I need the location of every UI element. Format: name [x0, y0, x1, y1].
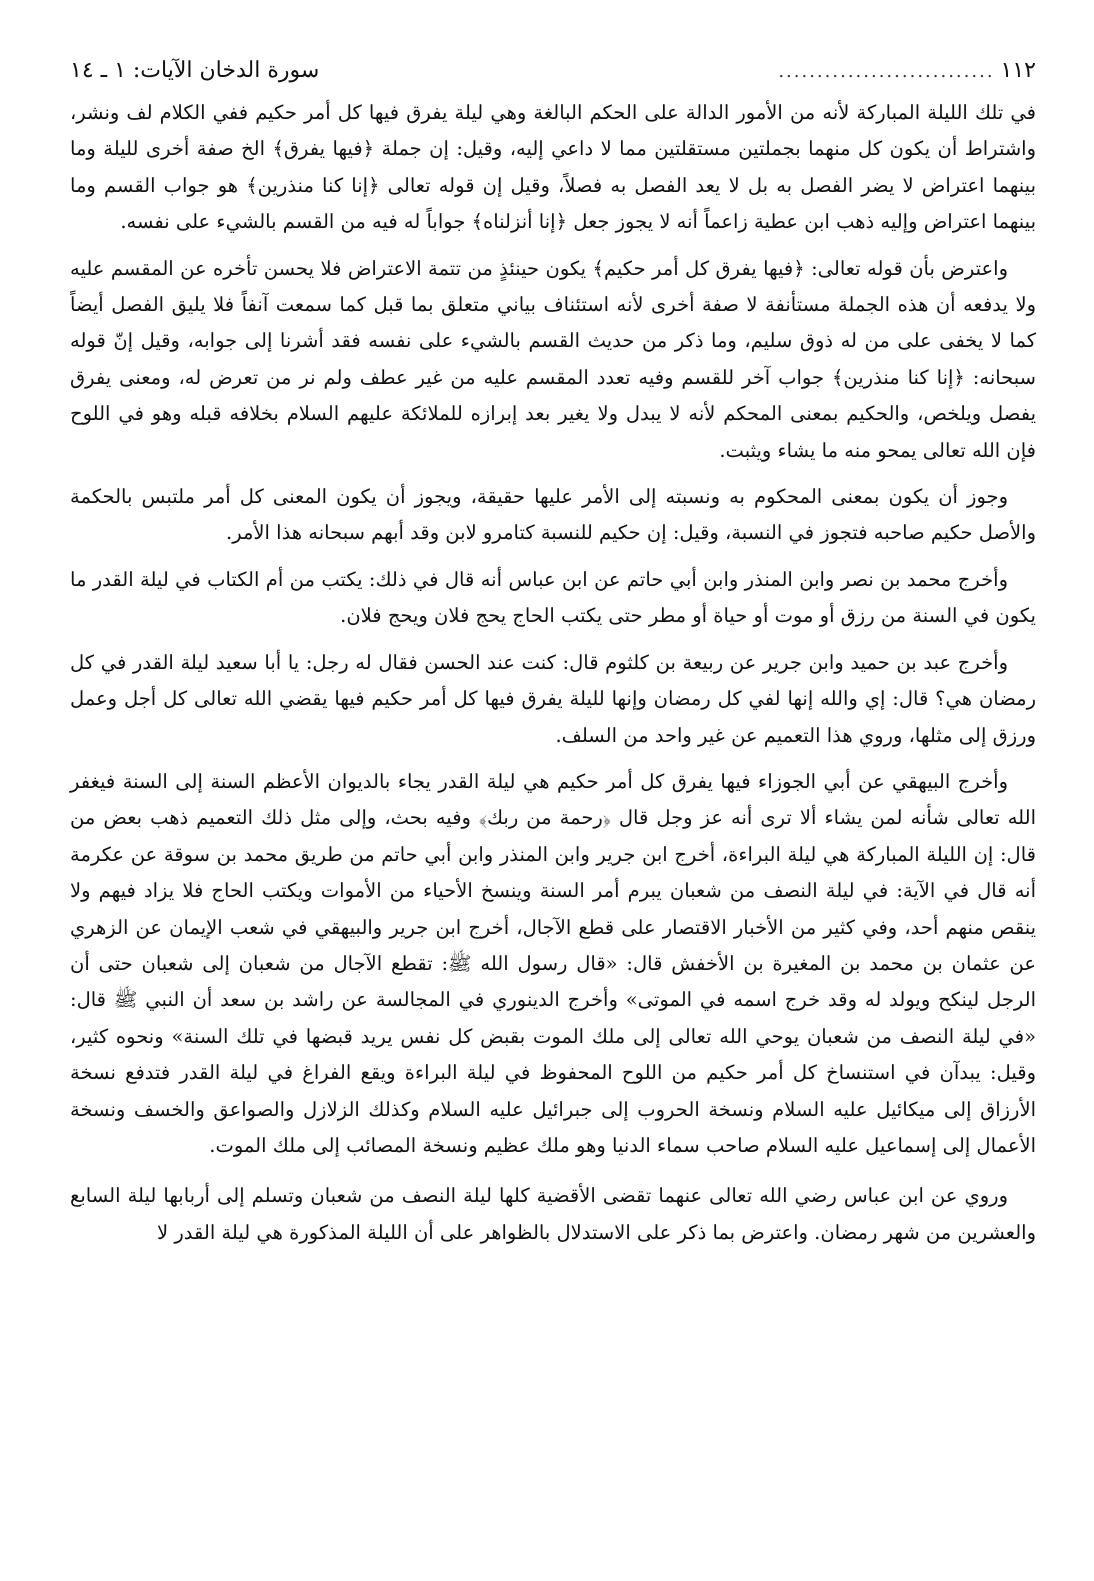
header-leader-dots: ............................: [778, 61, 995, 82]
paragraph-6: وأخرج البيهقي عن أبي الجوزاء فيها يفرق كل أمر حكيم هي ليلة القدر يجاء بالديوان الأعظم السنة إلى السنة فيغفر الله تعالى شأنه لمن يشاء ألا ترى أنه عز وجل قال ﴿رحمة من ربك﴾ وفيه بحث، وإلى مثل ذلك التعميم ذهب بعض من قال: إن الليلة المباركة هي ليلة البراءة، أخرج ابن جرير وابن المنذر وابن أبي حاتم من طريق محمد بن سوقة عن عكرمة أنه قال في الآية: في ليلة النصف من شعبان يبرم أمر السنة وينسخ الأحياء من الأموات ويكتب الحاج فلا يزاد فيهم ولا ينقص منهم أحد، وفي كثير من الأخبار الاقتصار على قطع الآجال، أخرج ابن جرير والبيهقي في شعب الإيمان عن الزهري عن عثمان بن محمد بن المغيرة بن الأخفش قال: «قال رسول الله ﷺ: تقطع الآجال من شعبان إلى شعبان حتى أن الرجل لينكح ويولد له وقد خرج اسمه في الموتى» وأخرج الدينوري في المجالسة عن راشد بن سعد أن النبي ﷺ قال: «في ليلة النصف من شعبان يوحي الله تعالى إلى ملك الموت بقبض كل نفس يريد قبضها في تلك السنة» ونحوه كثير، وقيل: يبدآن في استنساخ كل أمر حكيم من اللوح المحفوظ في ليلة البراءة ويقع الفراغ في ليلة القدر فتدفع نسخة الأرزاق إلى ميكائيل عليه السلام ونسخة الحروب إلى جبرائيل عليه السلام وكذلك الزلازل والصواعق والخسف ونسخة الأعمال إلى إسماعيل عليه السلام صاحب سماء الدنيا وهو ملك عظيم ونسخة المصائب إلى ملك الموت.: [70, 769, 1036, 1157]
running-header: [70, 56, 1036, 95]
paragraph-5: وأخرج عبد بن حميد وابن جرير عن ربيعة بن كلثوم قال: كنت عند الحسن فقال له رجل: يا أبا سعيد ليلة القدر في كل رمضان هي؟ قال: إي والله إنها لفي كل رمضان وإنها لليلة يفرق فيها كل أمر حكيم فيها يقضي الله تعالى كل أجل وعمل ورزق إلى مثلها، وروي هذا التعميم عن غير واحد من السلف.: [70, 650, 1036, 747]
paragraph-2: واعترض بأن قوله تعالى: ﴿فيها يفرق كل أمر حكيم﴾ يكون حينئذٍ من تتمة الاعتراض فلا يحسن تأخره عن المقسم عليه ولا يدفعه أن هذه الجملة مستأنفة لا صفة أخرى لأنه استئناف بياني متعلق بما قبل كما سمعت آنفاً فلا يليق الفصل أيضاً كما لا يخفى على من له ذوق سليم، وما ذكر من حديث القسم بالشيء على نفسه فقد أشرنا إلى جوابه، وقيل إنّ قوله سبحانه: ﴿إنا كنا منذرين﴾ جواب آخر للقسم وفيه تعدد المقسم عليه من غير عطف ولم نر من تعرض له، ومعنى يفرق يفصل ويلخص، والحكيم بمعنى المحكم لأنه لا يبدل ولا يغير بعد إبرازه للملائكة عليهم السلام بخلافه قبله وهو في اللوح فإن الله تعالى يمحو منه ما يشاء ويثبت.: [70, 256, 1036, 462]
book-page: [70, 56, 1036, 1257]
paragraph-1: في تلك الليلة المباركة لأنه من الأمور الدالة على الحكم البالغة وهي ليلة يفرق فيها كل أمر حكيم ففي الكلام لف ونشر، واشتراط أن يكون كل منهما بجملتين مستقلتين مما لا داعي إليه، وقيل: إن جملة ﴿فيها يفرق﴾ الخ صفة أخرى لليلة وما بينهما اعتراض لا يضر الفصل به بل لا يعد الفصل به فصلاً، وقيل إن قوله تعالى ﴿إنا كنا منذرين﴾ هو جواب القسم وما بينهما اعتراض وإليه ذهب ابن عطية زاعماً أنه لا يجوز جعل ﴿إنا أنزلناه﴾ جواباً له فيه من القسم بالشيء على نفسه.: [70, 101, 1036, 234]
header-title-group: [778, 56, 1036, 87]
page-number: ١١٢: [1000, 58, 1036, 83]
chapter-title: سورة الدخان الآيات: ١ ـ ١٤: [70, 58, 320, 83]
paragraph-3: وجوز أن يكون بمعنى المحكوم به ونسبته إلى الأمر عليها حقيقة، ويجوز أن يكون المعنى كل أمر ملتبس بالحكمة والأصل حكيم صاحبه فتجوز في النسبة، وقيل: إن حكيم للنسبة كتامرو لابن وقد أبهم سبحانه هذا الأمر.: [70, 485, 1036, 545]
paragraph-4: وأخرج محمد بن نصر وابن المنذر وابن أبي حاتم عن ابن عباس أنه قال في ذلك: يكتب من أم الكتاب في ليلة القدر ما يكون في السنة من رزق أو موت أو حياة أو مطر حتى يكتب الحاج يحج فلان ويحج فلان.: [70, 567, 1036, 628]
body-text: [70, 95, 1036, 1251]
paragraph-7: وروي عن ابن عباس رضي الله تعالى عنهما تقضى الأقضية كلها ليلة النصف من شعبان وتسلم إلى أربابها ليلة السابع والعشرين من شهر رمضان. واعترض بما ذكر على الاستدلال بالظواهر على أن الليلة المذكورة هي ليلة القدر لا: [70, 1184, 1036, 1244]
